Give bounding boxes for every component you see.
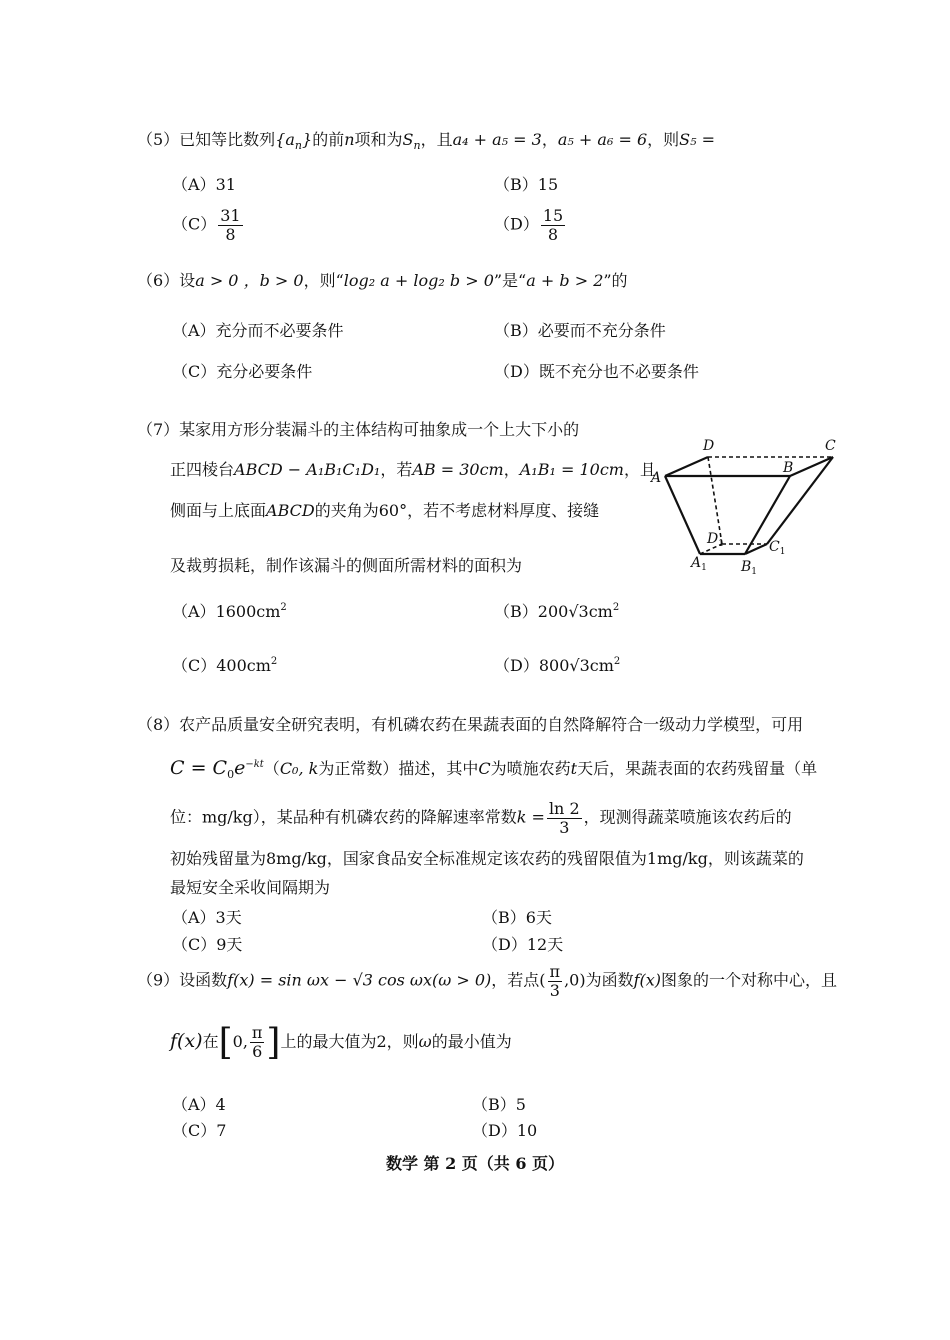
q7-option-b: $(B)200√3cm^2$ — [494, 602, 620, 621]
q8-line-2: $C = C_0e^{-kt}(C_0$, k为正常数）描述，其中C为喷施农药t天后，果蔬表面的农药残留量（单 — [170, 757, 818, 781]
q7-line-4: 及裁剪损耗，制作该漏斗的侧面所需材料的面积为 — [170, 556, 523, 575]
q9-option-a: （A）4 — [172, 1095, 226, 1114]
label-d: D — [703, 438, 715, 454]
q9-option-b: （B）5 — [472, 1095, 526, 1114]
q6-option-c: （C）充分必要条件 — [172, 362, 313, 381]
label-a1: $A_1$ — [691, 555, 707, 573]
q8-line-4: 初始残留量为8mg/kg，国家食品安全标准规定该农药的残留限值为1mg/kg，则该蔬菜的 — [170, 849, 804, 868]
q5-option-a: （A）31 — [172, 175, 236, 194]
frustum-diagram — [645, 433, 850, 578]
label-c1: $C_1$ — [769, 539, 786, 557]
q8-line-1: （8）农产品质量安全研究表明，有机磷农药在果蔬表面的自然降解符合一级动力学模型，可用 — [137, 715, 804, 734]
q8-line-3: 位：mg/kg），某品种有机磷农药的降解速率常数k = $\frac{\ln 2}{3}$ ，现测得蔬菜喷施该农药后的 — [170, 799, 792, 837]
edge-aa1 — [665, 476, 700, 554]
q7-line-3: 侧面与上底面ABCD的夹角为60°，若不考虑材料厚度、接缝 — [170, 501, 600, 520]
label-d1: $D_1$ — [707, 531, 724, 549]
q8-option-b: （B）6天 — [482, 908, 552, 927]
q9-option-c: （C）7 — [172, 1121, 227, 1140]
label-a: A — [651, 470, 662, 486]
q8-option-a: （A）3天 — [172, 908, 242, 927]
q7-option-c: $(C)400cm^2$ — [172, 656, 278, 675]
q9-line-2: f(x)在[0, $\frac{\pi}{6}$ ]上的最大值为2，则ω的最小值为 — [170, 1022, 512, 1063]
q8-option-c: （C）9天 — [172, 935, 243, 954]
q5-stem: （5）已知等比数列$\{a_n\}$的前n项和为$S_n$，且a₄ + a₅ = 3，a₅ + a₆ = 6，则S₅ = — [137, 130, 716, 152]
label-b: B — [783, 460, 794, 476]
q6-option-d: （D）既不充分也不必要条件 — [494, 362, 699, 381]
q7-option-d: $(D)800√3cm^2$ — [494, 656, 621, 675]
edge-ad — [665, 457, 708, 476]
q8-line-5: 最短安全采收间隔期为 — [170, 878, 331, 897]
q5-option-c: （C） $\frac{31}{8}$ — [172, 206, 241, 244]
page-footer: 数学 第 2 页（共 6 页） — [385, 1154, 565, 1173]
q6-option-b: （B）必要而不充分条件 — [494, 321, 666, 340]
label-c: C — [825, 438, 836, 454]
q9-line-1: （9）设函数f(x) = sin ωx − √3 cos ωx(ω > 0)，若点( $\frac{\pi}{3}$ ,0)为函数f(x)图象的一个对称中心，且 — [137, 962, 838, 1000]
q7-option-a: $(A)1600cm^2$ — [172, 602, 287, 621]
q8-option-d: （D）12天 — [482, 935, 564, 954]
q6-option-a: （A）充分而不必要条件 — [172, 321, 344, 340]
q6-stem: （6）设a > 0 ，b > 0，则“log₂ a + log₂ b > 0”是“a + b > 2”的 — [137, 271, 628, 290]
q9-option-d: （D）10 — [472, 1121, 538, 1140]
q5-option-d: （D） $\frac{15}{8}$ — [494, 206, 564, 244]
frustum-figure — [645, 433, 850, 582]
q5-option-b: （B）15 — [494, 175, 559, 194]
q7-line-2: 正四棱台ABCD − A₁B₁C₁D₁，若AB = 30cm，A₁B₁ = 10cm，且 — [170, 460, 656, 479]
q7-line-1: （7）某家用方形分装漏斗的主体结构可抽象成一个上大下小的 — [137, 420, 580, 439]
label-b1: $B_1$ — [741, 559, 758, 577]
